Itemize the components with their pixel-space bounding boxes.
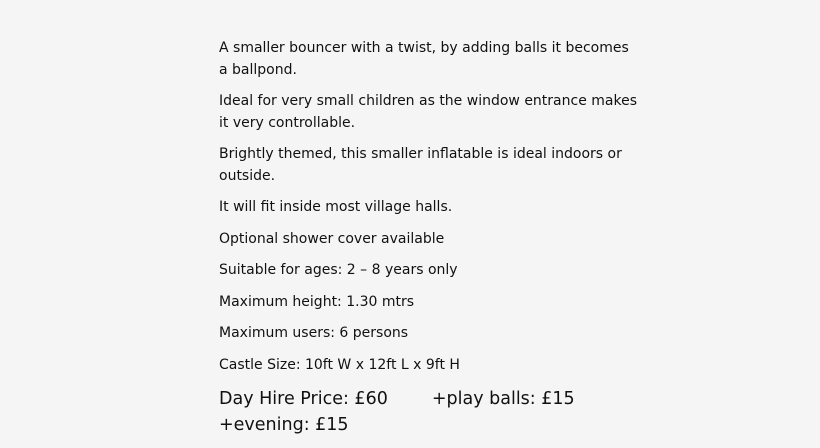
day-hire-price: Day Hire Price: £60 [219,389,388,409]
description-window-entrance: Ideal for very small children as the window entrance makes it very controllable. [219,93,637,131]
price-line-1 [219,386,639,412]
description-max-users: Maximum users: 6 persons [219,325,409,341]
price-line-2 [219,412,639,438]
description-theme: Brightly themed, this smaller inflatable is ideal indoors or outside. [219,146,622,184]
evening-price: +evening: £15 [219,415,349,435]
description-shower-cover: Optional shower cover available [219,230,445,247]
product-description [219,38,639,438]
play-balls-price: +play balls: £15 [431,389,575,409]
description-castle-size: Castle Size: 10ft W x 12ft L x 9ft H [219,356,460,373]
description-max-height: Maximum height: 1.30 mtrs [219,293,415,310]
description-ages: Suitable for ages: 2 – 8 years only [219,262,458,278]
pricing-section [219,386,639,438]
description-village-halls: It will fit inside most village halls. [219,199,453,215]
description-intro: A smaller bouncer with a twist, by adding balls it becomes a ballpond. [219,40,629,78]
